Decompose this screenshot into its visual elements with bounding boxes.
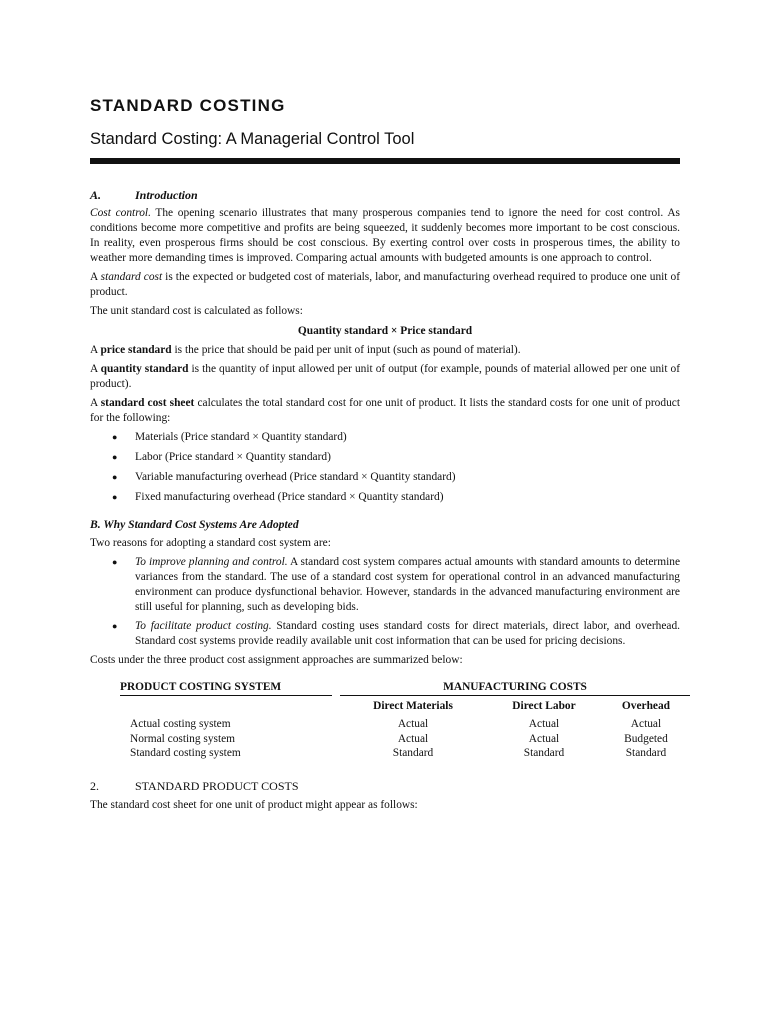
sheet-article: A xyxy=(90,397,101,409)
cost-sheet-definition xyxy=(90,396,680,426)
section-b-intro: Two reasons for adopting a standard cost system are: xyxy=(90,537,331,549)
formula-line: Quantity standard × Price standard xyxy=(297,325,473,337)
section-a-title: Introduction xyxy=(135,188,198,202)
row-spacer xyxy=(332,746,340,761)
cost-control-paragraph xyxy=(90,206,680,266)
list-item xyxy=(90,555,680,615)
table-cell: Actual xyxy=(528,732,560,745)
unit-calc-text: The unit standard cost is calculated as follows: xyxy=(90,305,303,317)
row-label: Actual costing system xyxy=(130,718,231,730)
standard-cost-rest: is the expected or budgeted cost of materials, labor, and manufacturing overhead required to produce one unit of product. xyxy=(90,271,680,298)
title-rule xyxy=(90,158,680,164)
bullet-icon: ● xyxy=(112,621,118,631)
reason-text: A standard cost system compares actual amounts with standard amounts to determine variances from the standard. The use of a standard cost system for operational control in an advanced manufacturing environment can produce dysfunctional behavior. However, standards in the advanced manufacturing environment are still useful for planning, such as developing bids. xyxy=(135,556,680,613)
list-item xyxy=(90,470,680,485)
table-cell: Actual xyxy=(528,718,560,730)
summary-text: Costs under the three product cost assignment approaches are summarized below: xyxy=(90,654,463,666)
list-item xyxy=(90,450,680,465)
section-a-number: A. xyxy=(90,188,102,202)
row-spacer xyxy=(332,714,340,732)
table-cell: Actual xyxy=(397,718,429,730)
reason-label: To facilitate product costing. xyxy=(135,620,272,632)
list-item-text: Variable manufacturing overhead (Price standard × Quantity standard) xyxy=(135,471,456,483)
table-cell: Actual xyxy=(630,718,662,730)
table-cell: Standard xyxy=(392,747,434,759)
list-item-text xyxy=(135,619,680,649)
list-item-text: Labor (Price standard × Quantity standard) xyxy=(135,451,331,463)
row-spacer xyxy=(332,732,340,747)
list-item xyxy=(90,619,680,649)
costing-systems-table xyxy=(120,680,690,761)
section-2-heading xyxy=(90,779,680,794)
cost-control-text: The opening scenario illustrates that many prosperous companies tend to ignore the need for cost control. As conditions become more competitive and profits are being squeezed, it suddenly becomes more important to be cost conscious. In reality, even prosperous firms should be cost conscious. By exerting control over costs in prosperous times, the ability to weather more demanding times is improved. Comparing actual amounts with budgeted amounts is one approach to control. xyxy=(90,207,680,264)
bullet-icon: ● xyxy=(112,452,118,462)
cost-components-list xyxy=(90,430,680,505)
document-title: STANDARD COSTING xyxy=(90,96,286,115)
bullet-icon: ● xyxy=(112,472,118,482)
table-row xyxy=(120,732,690,747)
quantity-standard-rest: is the quantity of input allowed per unit of output (for example, pounds of material allowed per one unit of product). xyxy=(90,363,680,390)
subheader-spacer xyxy=(332,696,340,715)
list-item-text xyxy=(135,555,680,615)
table-cell: Actual xyxy=(397,732,429,745)
list-item xyxy=(90,430,680,445)
cost-sheet-rest: calculates the total standard cost for one unit of product. It lists the standard costs for one unit of product for the following: xyxy=(90,397,680,424)
reason-label: To improve planning and control. xyxy=(135,556,288,568)
table-header-row xyxy=(120,680,690,696)
section-a-heading xyxy=(90,188,680,202)
section-b-heading: B. Why Standard Cost Systems Are Adopted xyxy=(90,518,299,531)
list-item-text: Fixed manufacturing overhead (Price standard × Quantity standard) xyxy=(135,491,444,503)
bullet-icon: ● xyxy=(112,432,118,442)
subheader-blank xyxy=(120,696,332,715)
reasons-list xyxy=(90,555,680,649)
header-manufacturing-costs: MANUFACTURING COSTS xyxy=(340,680,690,696)
column-direct-materials: Direct Materials xyxy=(373,700,453,712)
reason-text: Standard costing uses standard costs for direct materials, direct labor, and overhead. Standard cost systems provide readily available unit cost information that can be used for pricing decisions. xyxy=(135,620,681,647)
document-subtitle: Standard Costing: A Managerial Control Tool xyxy=(90,130,415,148)
section-2-title: STANDARD PRODUCT COSTS xyxy=(135,778,299,793)
table-cell: Budgeted xyxy=(624,732,668,745)
row-label: Standard costing system xyxy=(130,747,241,759)
table-row xyxy=(120,746,690,761)
header-spacer xyxy=(332,680,340,696)
column-direct-labor: Direct Labor xyxy=(512,700,576,712)
table-cell: Standard xyxy=(523,747,565,759)
table-cell: Standard xyxy=(625,747,667,759)
section-2-number: 2. xyxy=(90,778,99,793)
list-item-text: Materials (Price standard × Quantity standard) xyxy=(135,431,347,443)
row-label: Normal costing system xyxy=(130,732,236,745)
table-row xyxy=(120,714,690,732)
standard-cost-definition xyxy=(90,270,680,300)
list-item xyxy=(90,490,680,505)
quantity-standard-term: quantity standard xyxy=(100,363,189,375)
price-standard-term: price standard xyxy=(100,344,172,356)
price-standard-rest: is the price that should be paid per unit of input (such as pound of material). xyxy=(171,344,521,356)
qty-article: A xyxy=(90,363,101,375)
bullet-icon: ● xyxy=(112,492,118,502)
price-standard-definition xyxy=(90,343,680,358)
quantity-standard-definition xyxy=(90,362,680,392)
price-article: A xyxy=(90,344,101,356)
table-subheader-row xyxy=(120,696,690,715)
cost-control-label: Cost control. xyxy=(90,207,151,219)
standard-cost-term: standard cost xyxy=(100,271,163,283)
std-cost-article: A xyxy=(90,271,101,283)
document-page xyxy=(90,96,680,813)
column-overhead: Overhead xyxy=(621,700,671,712)
bullet-icon: ● xyxy=(112,557,118,567)
cost-sheet-term: standard cost sheet xyxy=(100,397,195,409)
header-product-costing-system: PRODUCT COSTING SYSTEM xyxy=(120,680,332,696)
section-2-text: The standard cost sheet for one unit of product might appear as follows: xyxy=(90,798,418,811)
